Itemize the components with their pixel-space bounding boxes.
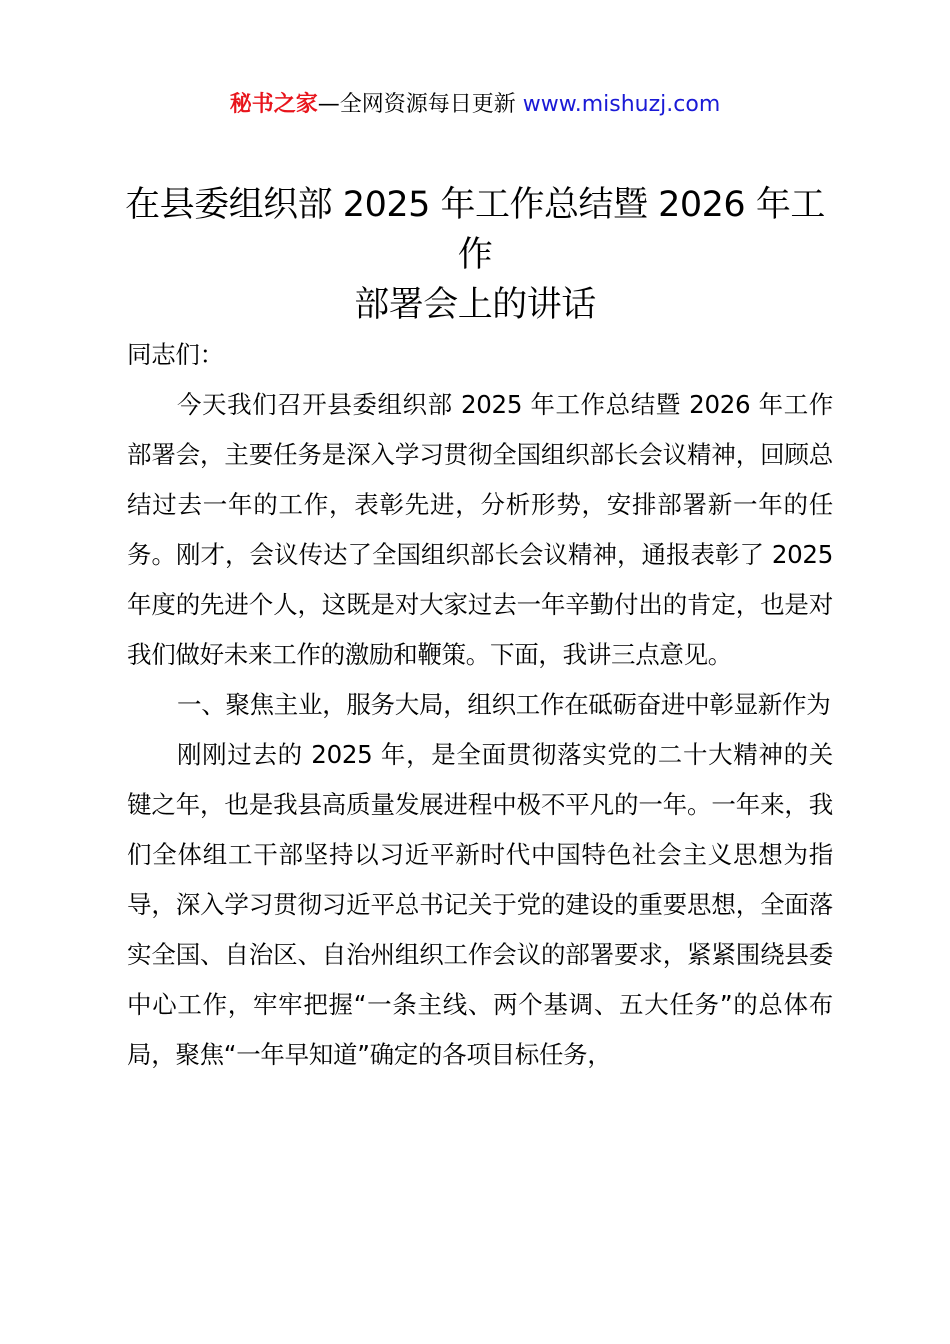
site-url-link[interactable]: www.mishuzj.com bbox=[522, 92, 721, 117]
site-header bbox=[0, 88, 950, 122]
site-tagline: —全网资源每日更新 bbox=[317, 92, 516, 117]
document-title-line-2: 部署会上的讲话 bbox=[354, 285, 596, 325]
paragraph-section-1: 刚刚过去的 2025 年，是全面贯彻落实党的二十大精神的关键之年，也是我县高质量发展进程中极不平凡的一年。一年来，我们全体组工干部坚持以习近平新时代中国特色社会主义思想为指导，深入学习贯彻习近平总书记关于党的建设的重要思想，全面落实全国、自治区、自治州组织工作会议的部署要求，紧紧围绕县委中心工作，牢牢把握“一条主线、两个基调、五大任务”的总体布局，聚焦“一年早知道”确定的各项目标任务， bbox=[127, 740, 833, 1069]
salutation: 同志们： bbox=[127, 340, 224, 369]
site-brand: 秘书之家 bbox=[229, 92, 318, 117]
section-heading-1: 一、聚焦主业，服务大局，组织工作在砥砺奋进中彰显新作为 bbox=[177, 690, 831, 719]
document-title bbox=[110, 180, 840, 330]
document-body bbox=[127, 330, 833, 1080]
paragraph-intro: 今天我们召开县委组织部 2025 年工作总结暨 2026 年工作部署会，主要任务是深入学习贯彻全国组织部长会议精神，回顾总结过去一年的工作，表彰先进，分析形势，安排部署新一年的任务。刚才，会议传达了全国组织部长会议精神，通报表彰了 2025 年度的先进个人，这既是对大家过去一年辛勤付出的肯定，也是对我们做好未来工作的激励和鞭策。下面，我讲三点意见。 bbox=[127, 390, 833, 669]
document-title-line-1: 在县委组织部 2025 年工作总结暨 2026 年工作 bbox=[125, 185, 825, 275]
